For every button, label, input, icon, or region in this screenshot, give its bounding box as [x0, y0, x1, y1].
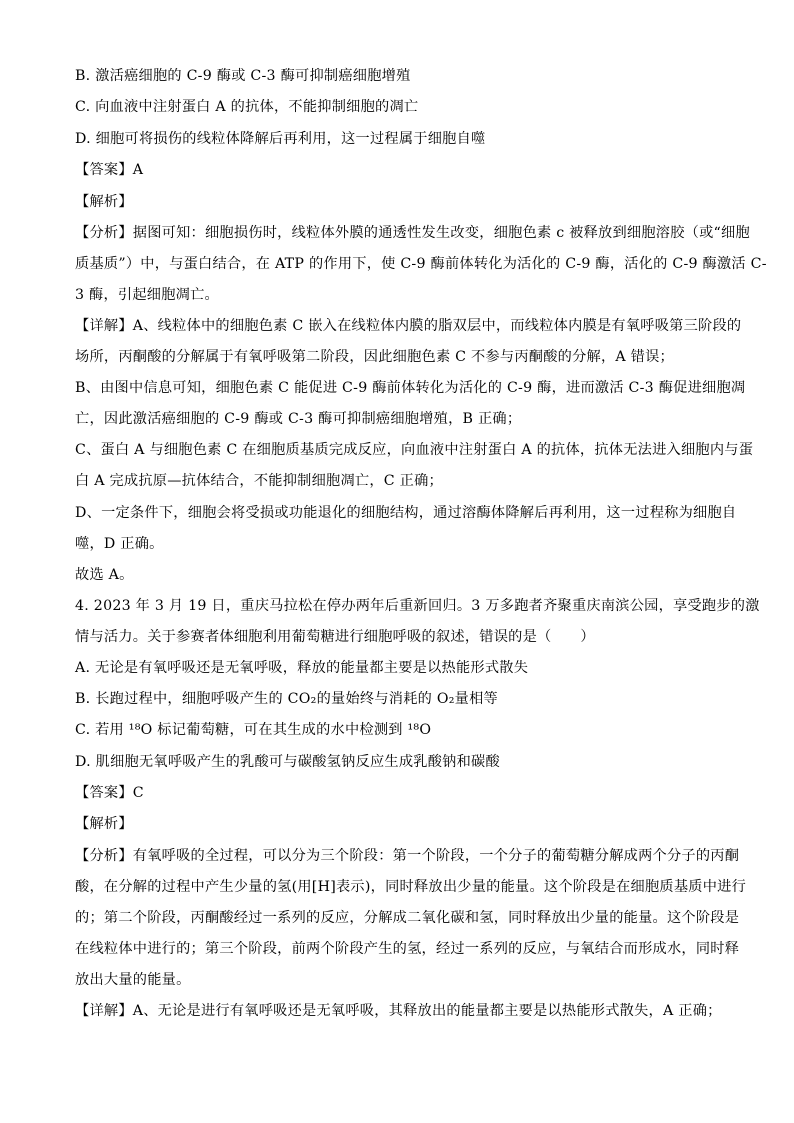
detail-line: D、一定条件下，细胞会将受损或功能退化的细胞结构，通过溶酶体降解后再利用，这一过程称为细胞自 [75, 505, 737, 521]
analysis-line: 在线粒体中进行的；第三个阶段，前两个阶段产生的氢，经过一系列的反应，与氧结合而形成水，同时释 [75, 941, 740, 957]
detail-line: C、蛋白 A 与细胞色素 C 在细胞质基质完成反应，向血液中注射蛋白 A 的抗体，抗体无法进入细胞内与蛋 [75, 442, 754, 458]
detail-line: 噬，D 正确。 [75, 536, 164, 552]
option-c-text: C. 向血液中注射蛋白 A 的抗体，不能抑制细胞的凋亡 [75, 99, 419, 115]
analysis-line: 酸，在分解的过程中产生少量的氢(用[H]表示)，同时释放出少量的能量。这个阶段是在细胞质基质中进行 [75, 879, 747, 895]
detail-line: B、由图中信息可知，细胞色素 C 能促进 C-9 酶前体转化为活化的 C-9 酶，进而激活 C-3 酶促进细胞凋 [75, 380, 746, 396]
detail-line: 亡，因此激活癌细胞的 C-9 酶或 C-3 酶可抑制癌细胞增殖，B 正确； [75, 411, 522, 427]
analysis-line: 的；第二个阶段，丙酮酸经过一系列的反应，分解成二氧化碳和氢，同时释放出少量的能量。这个阶段是 [75, 910, 740, 926]
option-d-text: D. 肌细胞无氧呼吸产生的乳酸可与碳酸氢钠反应生成乳酸钠和碳酸 [75, 754, 500, 770]
option-b-text: B. 激活癌细胞的 C-9 酶或 C-3 酶可抑制癌细胞增殖 [75, 68, 411, 84]
analysis-label: 【解析】 [75, 194, 133, 210]
detail-line: 场所，丙酮酸的分解属于有氧呼吸第二阶段，因此细胞色素 C 不参与丙酮酸的分解，A 错误； [75, 349, 674, 365]
detail-line: 【详解】A、无论是进行有氧呼吸还是无氧呼吸，其释放出的能量都主要是以热能形式散失，A 正确； [75, 1003, 722, 1019]
analysis-line: 放出大量的能量。 [75, 972, 191, 988]
analysis-line: 质基质”）中，与蛋白结合，在 ATP 的作用下，使 C-9 酶前体转化为活化的 C-9 酶，活化的 C-9 酶激活 C- [75, 256, 767, 272]
analysis-label: 【解析】 [75, 816, 133, 832]
option-c-text: C. 若用 ¹⁸O 标记葡萄糖，可在其生成的水中检测到 ¹⁸O [75, 722, 432, 738]
detail-line: 【详解】A、线粒体中的细胞色素 C 嵌入在线粒体内膜的脂双层中，而线粒体内膜是有氧呼吸第三阶段的 [75, 318, 742, 334]
option-a-text: A. 无论是有氧呼吸还是无氧呼吸，释放的能量都主要是以热能形式散失 [75, 660, 529, 676]
question-4-stem: 情与活力。关于参赛者体细胞利用葡萄糖进行细胞呼吸的叙述，错误的是（ ） [75, 629, 595, 645]
option-d-text: D. 细胞可将损伤的线粒体降解后再利用，这一过程属于细胞自噬 [75, 131, 486, 147]
answer-label: 【答案】C [75, 785, 144, 801]
choose-answer: 故选 A。 [75, 567, 134, 583]
detail-line: 白 A 完成抗原—抗体结合，不能抑制细胞凋亡，C 正确； [75, 473, 443, 489]
analysis-line: 【分析】据图可知：细胞损伤时，线粒体外膜的通透性发生改变，细胞色素 c 被释放到细胞溶胶（或“细胞 [75, 225, 750, 241]
answer-label: 【答案】A [75, 162, 144, 178]
option-b-text: B. 长跑过程中，细胞呼吸产生的 CO₂的量始终与消耗的 O₂量相等 [75, 691, 498, 707]
question-4-stem: 4. 2023 年 3 月 19 日，重庆马拉松在停办两年后重新回归。3 万多跑者齐聚重庆南滨公园，享受跑步的激 [75, 598, 760, 614]
analysis-line: 3 酶，引起细胞凋亡。 [75, 287, 219, 303]
analysis-line: 【分析】有氧呼吸的全过程，可以分为三个阶段：第一个阶段，一个分子的葡萄糖分解成两个分子的丙酮 [75, 848, 740, 864]
